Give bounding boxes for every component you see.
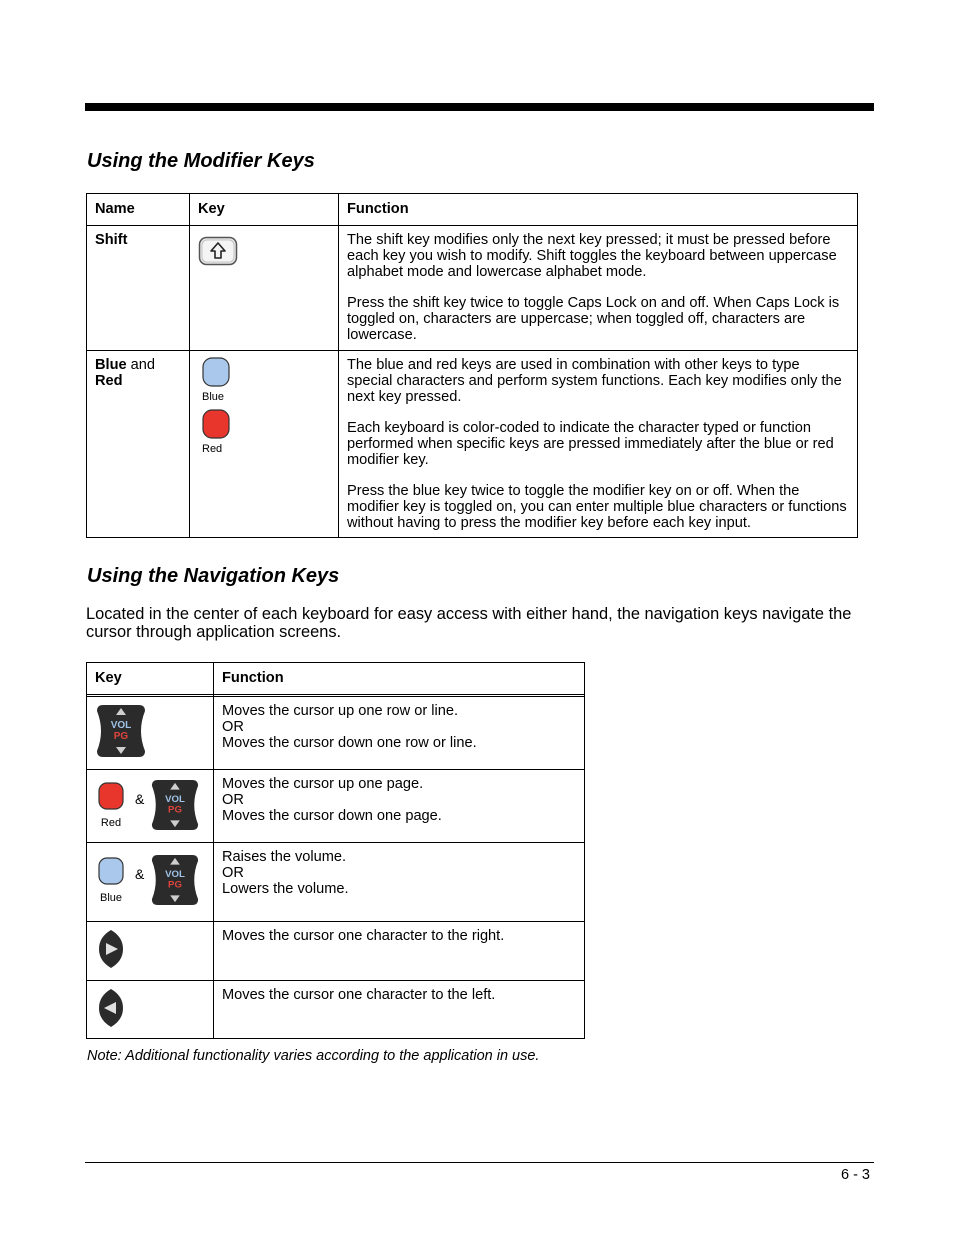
shift-name: Shift	[95, 232, 128, 248]
bottom-rule	[85, 1162, 874, 1163]
rocker-vol-label: VOL	[165, 794, 186, 806]
column-header-name: Name	[87, 194, 190, 226]
rocker-pg-label: PG	[168, 879, 183, 891]
table-row	[87, 697, 585, 770]
top-rule	[85, 103, 874, 111]
red-key-caption: Red	[202, 443, 223, 455]
table-header-row	[87, 663, 585, 695]
table-row	[87, 981, 585, 1039]
vol-pg-rocker-key-icon	[150, 778, 200, 832]
shift-key-icon	[198, 236, 238, 266]
navigation-intro: Located in the center of each keyboard for easy access with either hand, the navigation keys navigate the cursor through application screens.	[86, 605, 852, 641]
row2-line2: Moves the cursor down one page.	[222, 808, 442, 824]
column-header-key: Key	[190, 194, 339, 226]
red-key-icon	[202, 409, 230, 439]
blue-red-function-p1: The blue and red keys are used in combination with other keys to type special characters and perform system functions. Each key modifies only the next key pressed.	[347, 357, 842, 405]
table-row	[87, 843, 585, 922]
vol-pg-rocker-key-icon	[150, 853, 200, 907]
row5-line1: Moves the cursor one character to the left.	[222, 987, 496, 1003]
rocker-vol-label: VOL	[110, 720, 132, 731]
blue-key-caption: Blue	[99, 891, 123, 904]
shift-function-p2: Press the shift key twice to toggle Caps Lock on and off. When Caps Lock is toggled on, characters are uppercase; when toggled off, characters are lowercase.	[347, 295, 840, 343]
right-arrow-key-icon	[97, 929, 125, 969]
navigation-keys-heading: Using the Navigation Keys	[87, 565, 340, 587]
rocker-vol-label: VOL	[165, 869, 186, 881]
row1-or: OR	[222, 719, 244, 735]
blue-name: Blue	[95, 357, 127, 373]
ampersand: &	[135, 791, 145, 807]
note: Note: Additional functionality varies according to the application in use.	[87, 1048, 540, 1064]
navigation-keys-table	[86, 662, 585, 1039]
column-header-function: Function	[214, 663, 585, 695]
rocker-pg-label: PG	[168, 804, 183, 816]
shift-function-p1: The shift key modifies only the next key pressed; it must be pressed before each key you wish to modify. Shift toggles the keyboard between uppercase alphabet mode and lowercase alphabet mode.	[347, 232, 837, 280]
table-row-shift	[87, 226, 858, 351]
page-number: 6 - 3	[840, 1167, 870, 1183]
column-header-function: Function	[339, 194, 858, 226]
left-arrow-key-icon	[97, 988, 125, 1028]
column-header-key: Key	[87, 663, 214, 695]
blue-key-icon	[202, 357, 230, 387]
blue-red-function-p2: Each keyboard is color-coded to indicate the character typed or function performed when specific keys are pressed immediately after the blue or red modifier key.	[347, 420, 834, 468]
blue-key-caption: Blue	[202, 391, 225, 403]
row1-line1: Moves the cursor up one row or line.	[222, 703, 459, 719]
table-row	[87, 922, 585, 981]
row4-line1: Moves the cursor one character to the right.	[222, 928, 505, 944]
table-header-row	[87, 194, 858, 226]
row3-or: OR	[222, 865, 244, 881]
blue-key-icon	[98, 857, 124, 885]
row1-line2: Moves the cursor down one row or line.	[222, 735, 477, 751]
row2-line1: Moves the cursor up one page.	[222, 776, 424, 792]
rocker-pg-label: PG	[113, 731, 129, 742]
row3-line2: Lowers the volume.	[222, 881, 349, 897]
row3-line1: Raises the volume.	[222, 849, 347, 865]
red-key-icon	[98, 782, 124, 810]
red-key-caption: Red	[100, 816, 122, 829]
modifier-keys-heading: Using the Modifier Keys	[87, 150, 315, 172]
red-name: Red	[95, 373, 123, 389]
row2-or: OR	[222, 792, 244, 808]
and-word: and	[126, 357, 156, 373]
blue-red-function-p3: Press the blue key twice to toggle the modifier key on or off. When the modifier key is toggled on, you can enter multiple blue characters or functions without having to press the modifier key before each key input.	[347, 483, 847, 531]
ampersand: &	[135, 866, 145, 882]
table-row	[87, 770, 585, 843]
modifier-keys-table	[86, 193, 858, 538]
table-row-blue-red	[87, 351, 858, 538]
vol-pg-rocker-key-icon	[95, 703, 147, 759]
